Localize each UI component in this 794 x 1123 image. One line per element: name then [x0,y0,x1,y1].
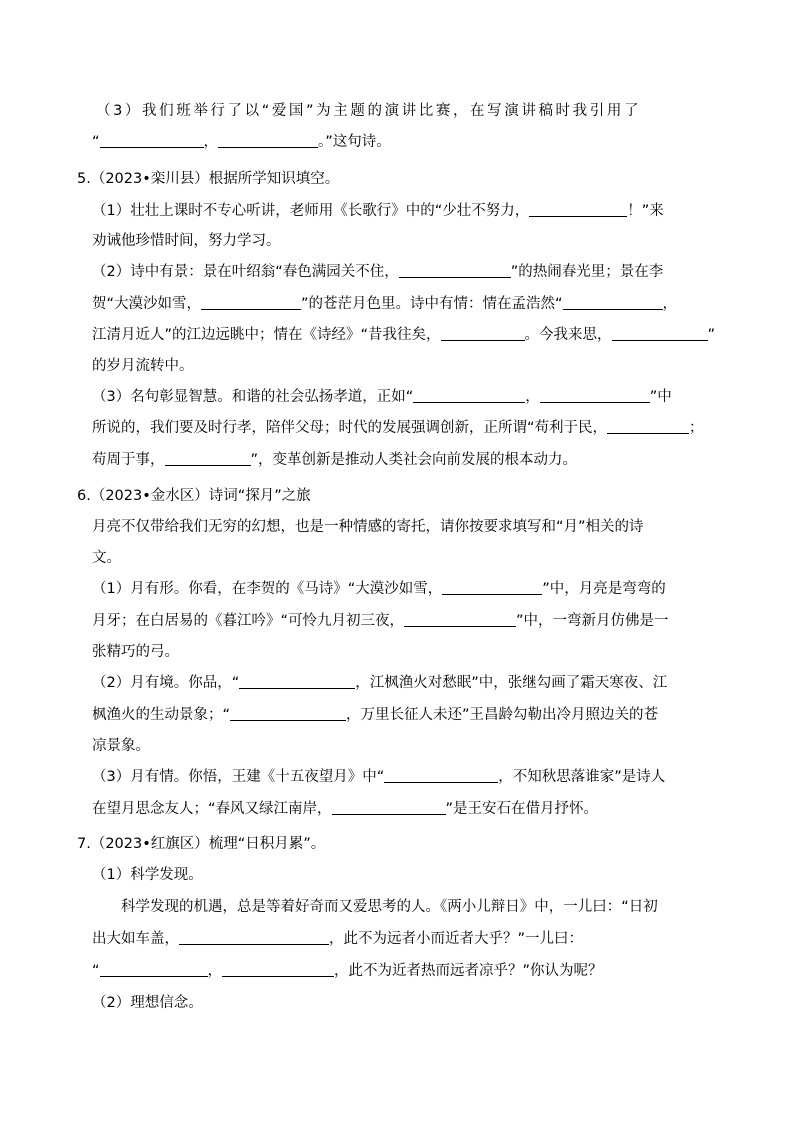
q6-p1-line2: 月牙；在白居易的《暮江吟》“可怜九月初三夜， ”中，一弯新月仿佛是一 [92,613,669,629]
q6-p2-line1: （2）月有境。你品，“ ，江枫渔火对愁眠”中，张继勾画了霜天寒夜、江 [92,675,668,691]
answer-blank[interactable] [399,262,511,278]
q5-p2-line4: 的岁月流转中。 [92,358,194,374]
q6-header: 6.（2023•金水区）诗词“探月”之旅 [77,488,311,504]
q4-p3-line1: （3）我们班举行了以“爱国”为主题的演讲比赛，在写演讲稿时我引用了 [96,103,642,119]
answer-blank[interactable] [563,294,663,310]
answer-blank[interactable] [442,579,542,595]
q7-header: 7.（2023•红旗区）梳理“日积月累”。 [77,836,326,852]
q6-p1-line3: 张精巧的弓。 [92,644,179,660]
answer-blank[interactable] [100,132,204,148]
q5-p3-line2: 所说的，我们要及时行孝，陪伴父母；时代的发展强调创新，正所谓“苟利于民， ； [92,420,704,436]
answer-blank[interactable] [384,767,498,783]
q7-body-line3: “ ， ，此不为近者热而远者凉乎？”你认为呢？ [92,963,603,979]
q6-p3-line2: 在望月思念友人；“春风又绿江南岸， ”是王安石在借月抒怀。 [92,801,599,817]
answer-blank[interactable] [100,961,208,977]
answer-blank[interactable] [165,450,251,466]
answer-blank[interactable] [612,325,708,341]
q7-p1-heading: （1）科学发现。 [92,867,203,883]
q7-body-line1: 科学发现的机遇，总是等着好奇而又爱思考的人。《两小儿辩日》中，一儿曰：“日初 [121,899,658,915]
q6-p2-line3: 凉景象。 [92,738,150,754]
q5-p1-line1: （1）壮壮上课时不专心听讲，老师用《长歌行》中的“少壮不努力， ！”来 [92,203,664,219]
answer-blank[interactable] [540,387,650,403]
q4-p3-line2: “ ， 。”这句诗。 [92,134,391,150]
q5-p3-line3: 苟周于事， ”，变革创新是推动人类社会向前发展的根本动力。 [92,452,578,468]
q5-p2-line1: （2）诗中有景：景在叶绍翁“春色满园关不住， ”的热闹春光里；景在李 [92,264,664,280]
q5-p2-line2: 贺“大漠沙如雪， ”的苍茫月色里。诗中有情：情在孟浩然“ ， [92,296,678,312]
answer-blank[interactable] [218,132,318,148]
answer-blank[interactable] [179,929,329,945]
answer-blank[interactable] [413,387,525,403]
q6-p2-line2: 枫渔火的生动景象；“ ，万里长征人未还”王昌龄勾勒出冷月照边关的苍 [92,707,659,723]
answer-blank[interactable] [332,799,446,815]
answer-blank[interactable] [529,201,627,217]
q5-p2-line3: 江清月近人”的江边远眺中；情在《诗经》“昔我往矣， 。今我来思， ” [92,327,716,343]
q6-p3-line1: （3）月有情。你悟，王建《十五夜望月》中“ ，不知秋思落谁家”是诗人 [92,769,666,785]
answer-blank[interactable] [441,325,525,341]
answer-blank[interactable] [201,294,301,310]
q7-p2-heading: （2）理想信念。 [92,995,203,1011]
q5-p1-line2: 劝诫他珍惜时间，努力学习。 [92,233,281,249]
q6-intro-line1: 月亮不仅带给我们无穷的幻想，也是一种情感的寄托，请你按要求填写和“月”相关的诗 [92,519,644,535]
q5-p3-line1: （3）名句彰显智慧。和谐的社会弘扬孝道，正如“ ， ”中 [92,389,672,405]
q5-header: 5.（2023•栾川县）根据所学知识填空。 [77,171,340,187]
q7-body-line2: 出大如车盖， ，此不为远者小而近者大乎？”一儿曰： [92,931,584,947]
answer-blank[interactable] [230,705,346,721]
answer-blank[interactable] [404,611,516,627]
q6-intro-line2: 文。 [92,550,121,566]
answer-blank[interactable] [239,673,355,689]
answer-blank[interactable] [222,961,334,977]
answer-blank[interactable] [607,418,689,434]
q6-p1-line1: （1）月有形。你看，在李贺的《马诗》“大漠沙如雪， ”中，月亮是弯弯的 [92,581,666,597]
